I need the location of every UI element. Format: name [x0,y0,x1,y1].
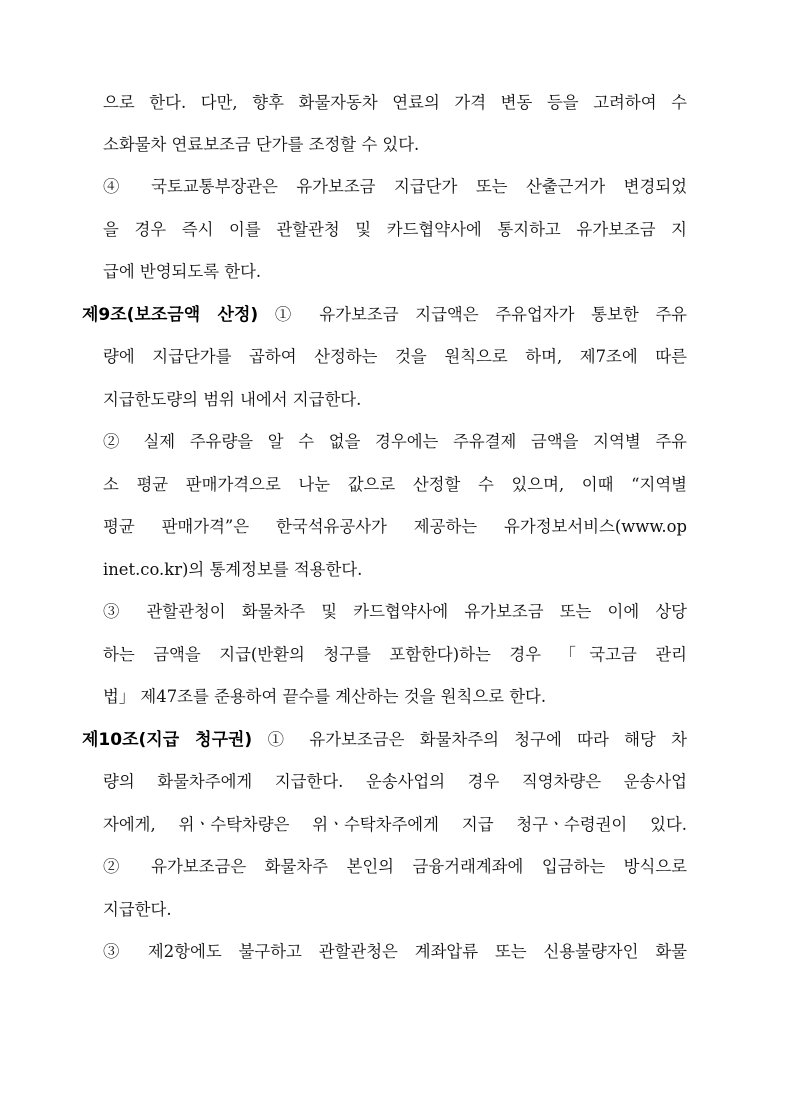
text-line: 소화물차 연료보조금 단가를 조정할 수 있다. [103,135,420,154]
article-10-paragraph-3: ③ 제2항에도 불구하고 관할관청은 계좌압류 또는 신용불량자인 화물 [103,942,687,961]
article-10-paragraph-1-start: ① 유가보조금은 화물차주의 청구에 따라 해당 차 [252,730,687,749]
article-9-paragraph-1-start: ① 유가보조금 지급액은 주유업자가 통보한 주유 [258,305,687,324]
text-line: 자에게, 위ㆍ수탁차량은 위ㆍ수탁차주에게 지급 청구ㆍ수령권이 있다. [103,815,687,834]
article-10-paragraph-2: ② 유가보조금은 화물차주 본인의 금융거래계좌에 입금하는 방식으로 [103,857,687,876]
text-line: 지급한도량의 범위 내에서 지급한다. [103,390,362,409]
text-line: 을 경우 즉시 이를 관할관청 및 카드협약사에 통지하고 유가보조금 지 [103,220,687,239]
article-9-paragraph-2: ② 실제 주유량을 알 수 없을 경우에는 주유결제 금액을 지역별 주유 [103,432,687,451]
text-line: 소 평균 판매가격으로 나눈 값으로 산정할 수 있으며, 이때 “지역별 [103,475,687,494]
text-line: inet.co.kr)의 통계정보를 적용한다. [103,560,363,579]
text-line: 급에 반영되도록 한다. [103,262,262,281]
article-10-title: 제10조(지급 청구권) [82,730,253,750]
text-line: 법」 제47조를 준용하여 끝수를 계산하는 것을 원칙으로 한다. [103,687,547,706]
text-line: 평균 판매가격”은 한국석유공사가 제공하는 유가정보서비스(www.op [103,517,687,536]
article-9-heading-line [82,300,687,330]
article-9-title: 제9조(보조금액 산정) [82,305,259,325]
article-9-paragraph-3: ③ 관할관청이 화물차주 및 카드협약사에 유가보조금 또는 이에 상당 [103,602,687,621]
text-line: 량에 지급단가를 곱하여 산정하는 것을 원칙으로 하며, 제7조에 따른 [103,347,687,366]
text-line: 하는 금액을 지급(반환의 청구를 포함한다)하는 경우 「국고금 관리 [103,645,687,664]
text-line: 지급한다. [103,900,172,919]
article-10-heading-line [82,725,687,755]
paragraph-4: ④ 국토교통부장관은 유가보조금 지급단가 또는 산출근거가 변경되었 [103,177,687,196]
text-line: 으로 한다. 다만, 향후 화물자동차 연료의 가격 변동 등을 고려하여 수 [103,93,687,112]
text-line: 량의 화물차주에게 지급한다. 운송사업의 경우 직영차량은 운송사업 [103,772,687,791]
